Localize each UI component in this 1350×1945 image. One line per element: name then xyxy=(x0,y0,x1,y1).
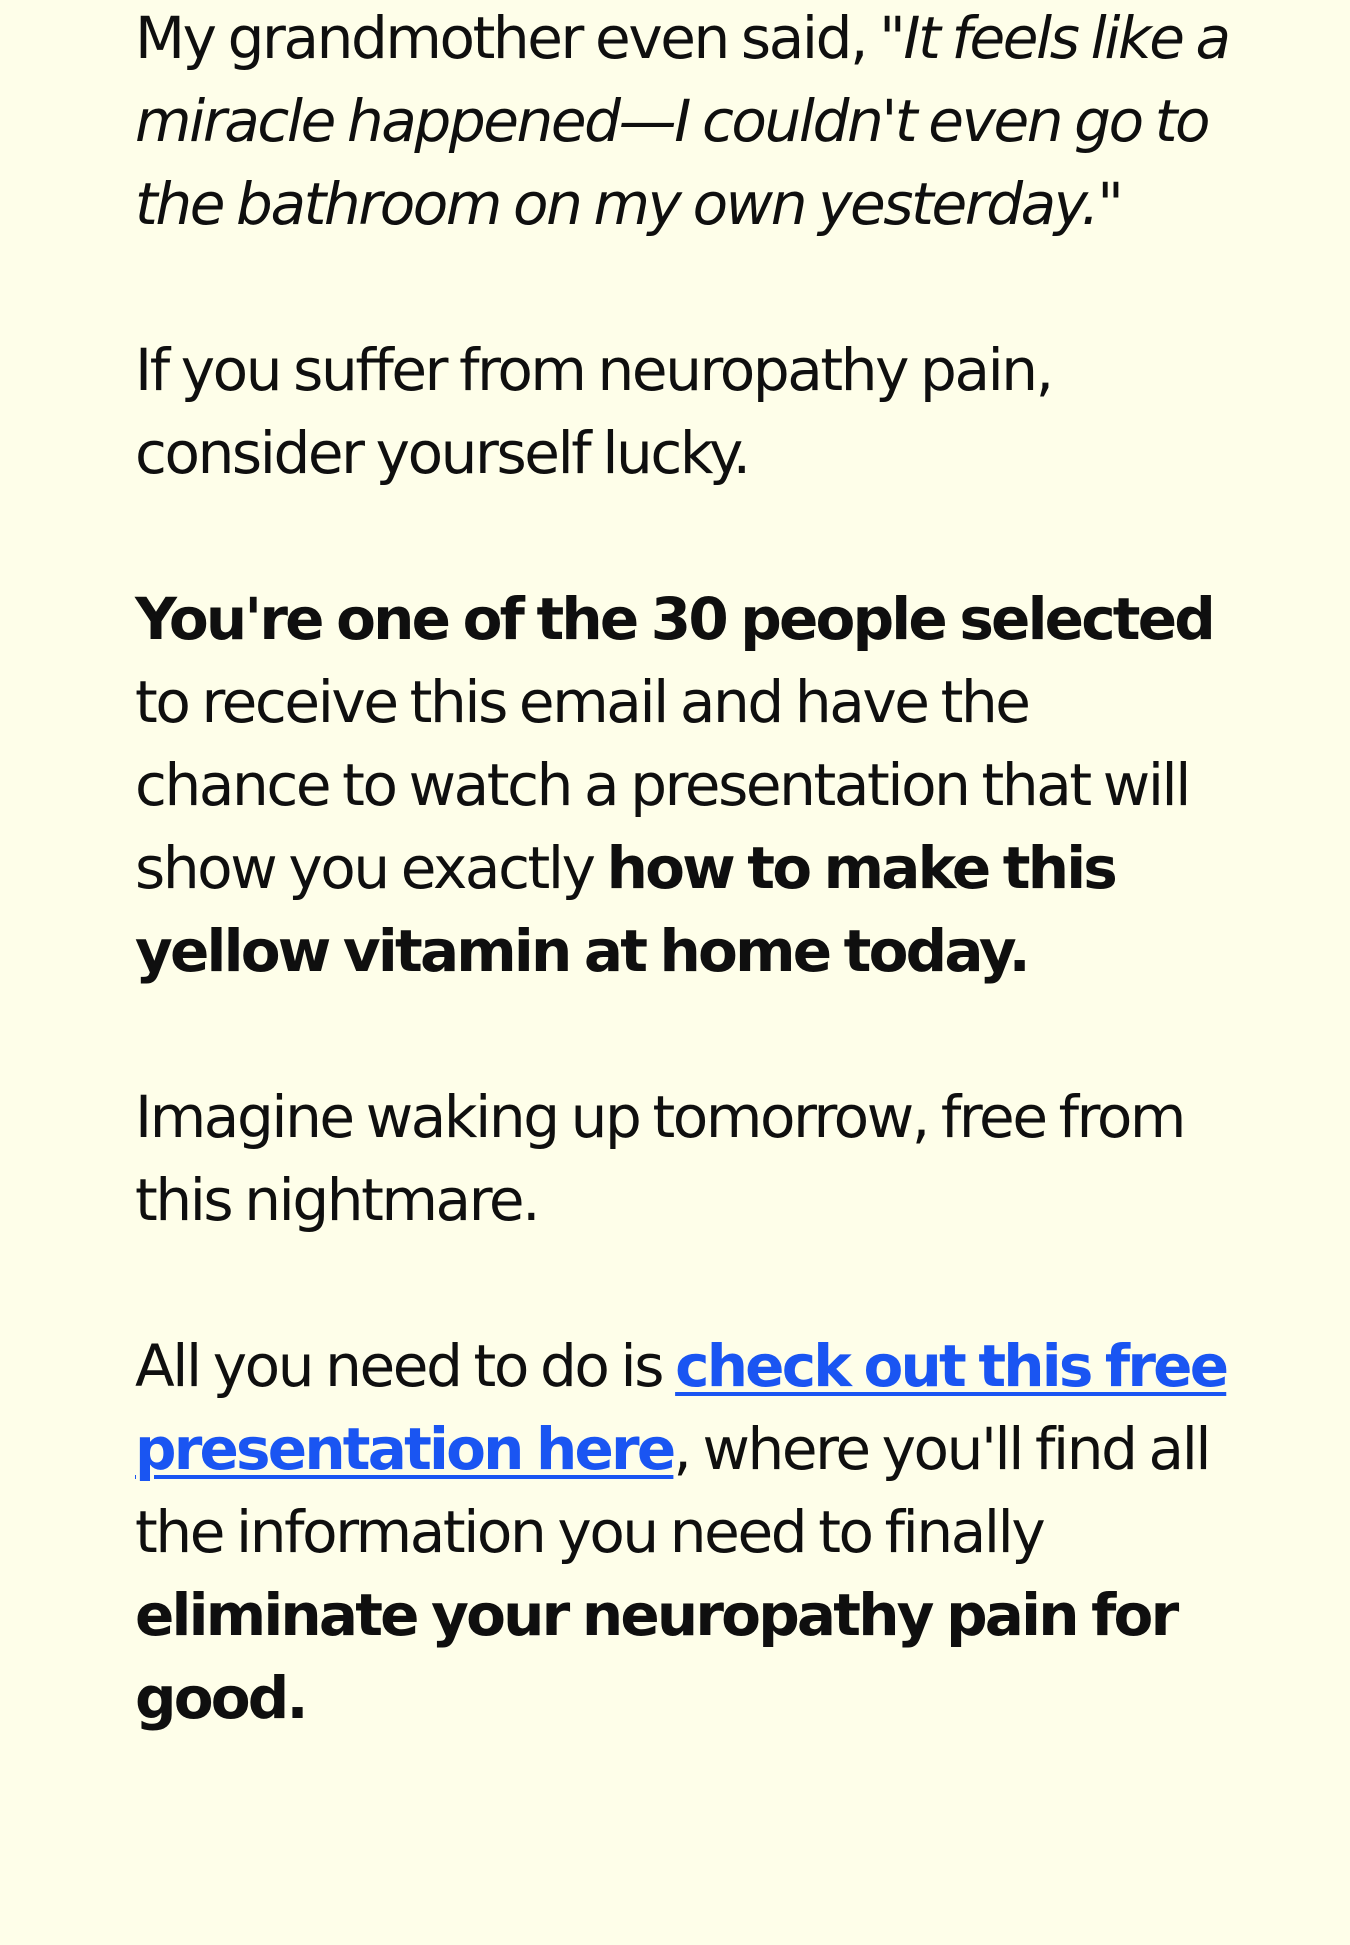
lucky-paragraph xyxy=(135,329,1235,495)
grandmother-quote-paragraph xyxy=(135,0,1235,246)
eliminate-pain-bold-text: eliminate your neuropathy pain for good. xyxy=(135,1581,1177,1732)
lucky-text: If you suffer from neuropathy pain, consider yourself lucky. xyxy=(135,336,1052,487)
free-presentation-link[interactable]: check out this free presentation here xyxy=(135,1332,1227,1483)
email-body xyxy=(135,0,1235,1823)
cta-paragraph xyxy=(135,1325,1235,1740)
grandmother-quote: "It feels like a miracle happened—I couldn't even go to the bathroom on my own yesterday." xyxy=(135,4,1229,238)
selected-middle-text: to receive this email and have the chance to watch a presentation that will show you exactly xyxy=(135,668,1189,902)
quote-lead-text: My grandmother even said, xyxy=(135,4,880,72)
imagine-text: Imagine waking up tomorrow, free from this nightmare. xyxy=(135,1083,1185,1234)
cta-middle-text: , where you'll find all the information you need to finally xyxy=(135,1415,1210,1566)
cta-lead-text: All you need to do is xyxy=(135,1332,676,1400)
selected-paragraph xyxy=(135,578,1235,993)
selected-bold-text: You're one of the 30 people selected xyxy=(135,585,1213,653)
yellow-vitamin-bold-text: how to make this yellow vitamin at home today. xyxy=(135,834,1115,985)
imagine-paragraph xyxy=(135,1076,1235,1242)
